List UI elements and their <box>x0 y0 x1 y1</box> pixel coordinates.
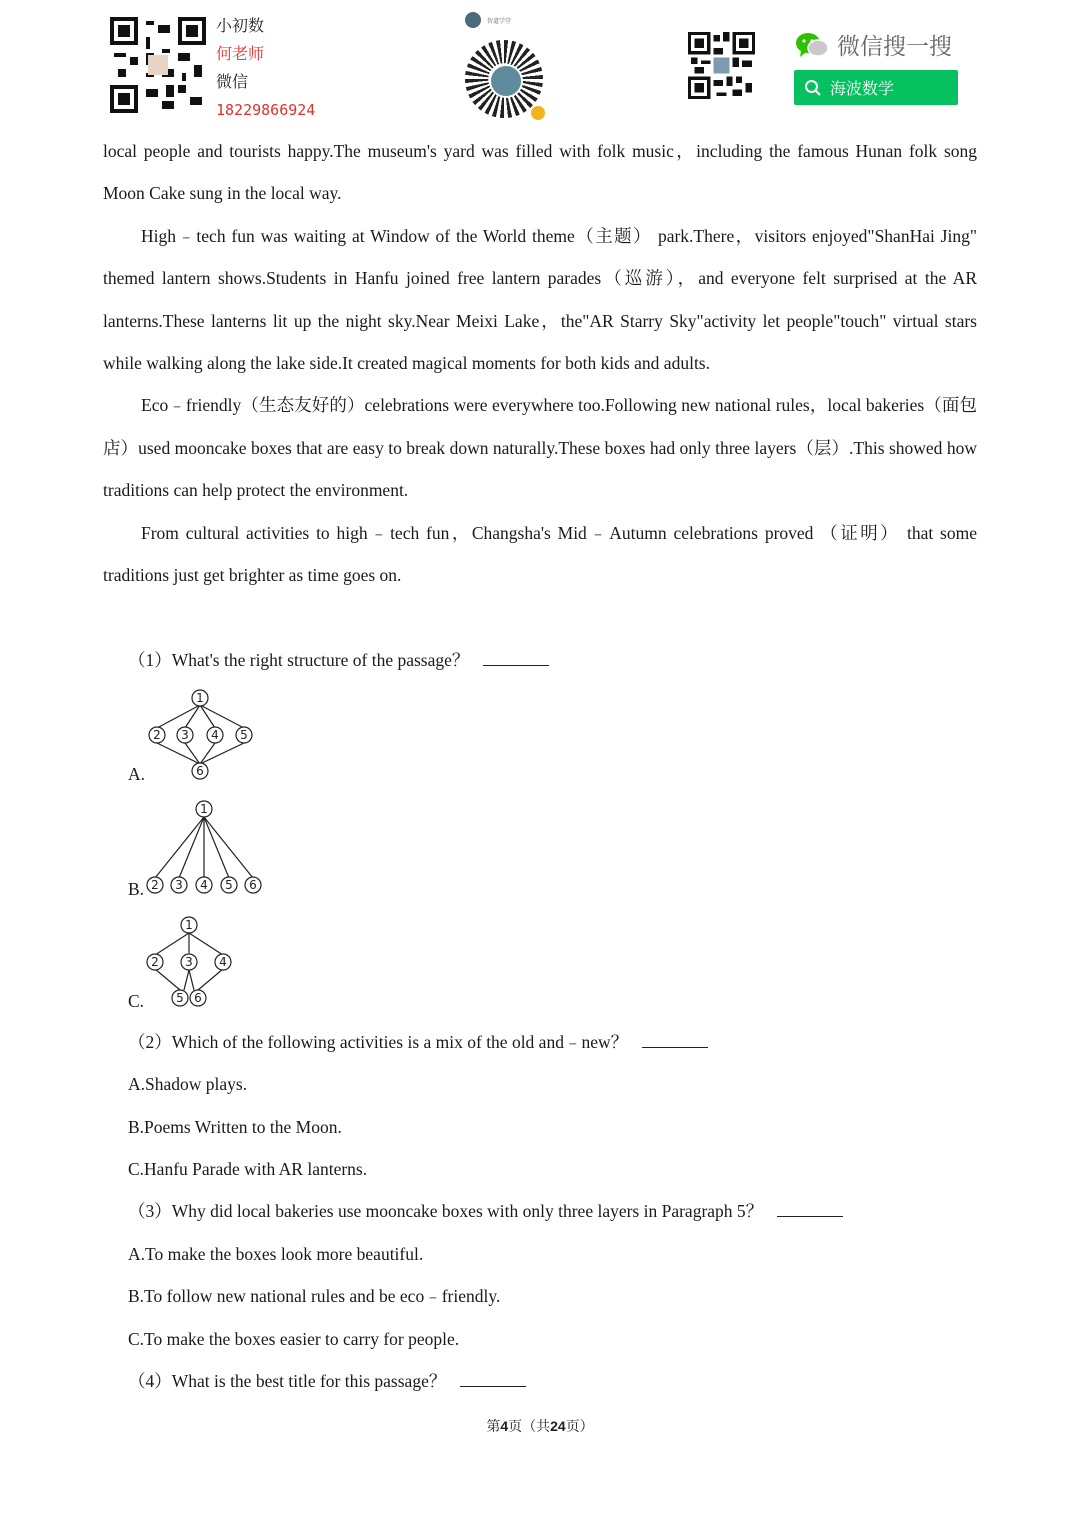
structure-diagram-b <box>143 798 267 896</box>
option-c[interactable]: C.To make the boxes easier to carry for people. <box>128 1329 460 1349</box>
footer-mid: 页（共 <box>508 1419 551 1435</box>
mini-program-header <box>465 12 511 28</box>
option-a[interactable]: A.To make the boxes look more beautiful. <box>128 1244 424 1264</box>
svg-text:4: 4 <box>219 955 227 969</box>
page-header <box>0 0 1080 125</box>
wechat-icon <box>795 31 829 59</box>
option-b[interactable]: B.Poems Written to the Moon. <box>128 1117 342 1137</box>
footer-suffix: 页） <box>565 1419 594 1435</box>
option-b[interactable]: B.To follow new national rules and be eco﹣friendly. <box>128 1286 501 1306</box>
teacher-line-3: 微信 <box>216 72 249 91</box>
svg-text:3: 3 <box>175 878 183 892</box>
teacher-phone: 18229866924 <box>216 101 316 119</box>
wechat-search-label: 微信搜一搜 <box>837 34 952 60</box>
svg-text:1: 1 <box>196 691 204 705</box>
svg-text:5: 5 <box>240 728 248 742</box>
page-total: 24 <box>550 1418 566 1434</box>
passage-paragraph: From cultural activities to high﹣tech fun，Changsha's Mid﹣Autumn celebrations proved （证明） that some traditions just get brighter as time goes on. <box>103 522 977 586</box>
question-1 <box>128 648 549 672</box>
svg-text:2: 2 <box>151 878 159 892</box>
wechat-search-title <box>795 28 952 61</box>
answer-blank[interactable] <box>777 1202 843 1217</box>
option-c[interactable]: C.Hanfu Parade with AR lanterns. <box>128 1159 368 1179</box>
footer-prefix: 第 <box>486 1419 501 1435</box>
question-stem: （4）What is the best title for this passage？ <box>128 1371 447 1391</box>
mini-program-name: 智道学堂 <box>487 17 512 25</box>
mini-program-code-icon <box>465 40 543 118</box>
page-footer <box>0 1416 1080 1436</box>
answer-blank[interactable] <box>642 1033 708 1048</box>
question-2 <box>128 1030 708 1054</box>
passage-paragraph: local people and tourists happy.The museum's yard was filled with folk music，including the famous Hunan folk song Moon Cake sung in the local way. <box>103 141 977 204</box>
teacher-contact <box>216 12 315 124</box>
option-a[interactable]: A.Shadow plays. <box>128 1074 248 1094</box>
question-4 <box>128 1369 526 1393</box>
teacher-name: 何老师 <box>216 44 265 63</box>
option-label-a: A. <box>128 764 146 784</box>
svg-text:4: 4 <box>211 728 219 742</box>
svg-text:6: 6 <box>194 991 202 1005</box>
search-icon <box>804 79 822 97</box>
svg-text:1: 1 <box>200 802 208 816</box>
question-3 <box>128 1199 843 1223</box>
answer-blank[interactable] <box>483 651 549 666</box>
svg-text:6: 6 <box>249 878 257 892</box>
svg-text:4: 4 <box>200 878 208 892</box>
question-stem: （1）What's the right structure of the passage？ <box>128 650 470 670</box>
svg-text:6: 6 <box>196 764 204 778</box>
passage-paragraph: Eco﹣friendly（生态友好的）celebrations were everywhere too.Following new national rules，local bakeries（面包店）used mooncake boxes that are easy to break down naturally.These boxes had only three layers（层）.This showed how traditions can help protect the environment. <box>103 395 977 501</box>
teacher-line-1: 小初数 <box>216 16 265 35</box>
avatar <box>465 12 481 28</box>
question-stem: （3）Why did local bakeries use mooncake boxes with only three layers in Paragraph 5？ <box>128 1201 764 1221</box>
answer-blank[interactable] <box>460 1372 526 1387</box>
page-number: 4 <box>500 1418 509 1434</box>
passage-paragraph: High﹣tech fun was waiting at Window of the World theme（主题） park.There，visitors enjoyed"ShanHai Jing" themed lantern shows.Students in Hanfu joined free lantern parades（巡游），and everyone felt surprised at the AR lanterns.These lanterns lit up the night sky.Near Meixi Lake，the"AR Starry Sky"activity let people"touch" virtual stars while walking along the lake side.It created magical moments for both kids and adults. <box>103 225 977 374</box>
svg-text:5: 5 <box>176 991 184 1005</box>
question-stem: （2）Which of the following activities is a mix of the old and﹣new？ <box>128 1032 629 1052</box>
option-label-b: B. <box>128 879 145 899</box>
mini-program-logo <box>489 64 523 98</box>
svg-text:2: 2 <box>151 955 159 969</box>
svg-text:3: 3 <box>185 955 193 969</box>
option-label-c: C. <box>128 991 145 1011</box>
svg-text:2: 2 <box>153 728 161 742</box>
svg-text:3: 3 <box>181 728 189 742</box>
structure-diagram-c <box>140 913 240 1011</box>
wechat-search-button[interactable] <box>794 70 958 105</box>
svg-text:1: 1 <box>185 918 193 932</box>
structure-diagram-a <box>140 686 260 782</box>
mini-program-badge-icon <box>531 106 545 120</box>
svg-text:5: 5 <box>225 878 233 892</box>
passage <box>103 130 977 596</box>
qr-code-icon <box>110 17 206 113</box>
qr-code-icon <box>688 32 755 99</box>
wechat-search-button-label: 海波数学 <box>830 79 895 98</box>
